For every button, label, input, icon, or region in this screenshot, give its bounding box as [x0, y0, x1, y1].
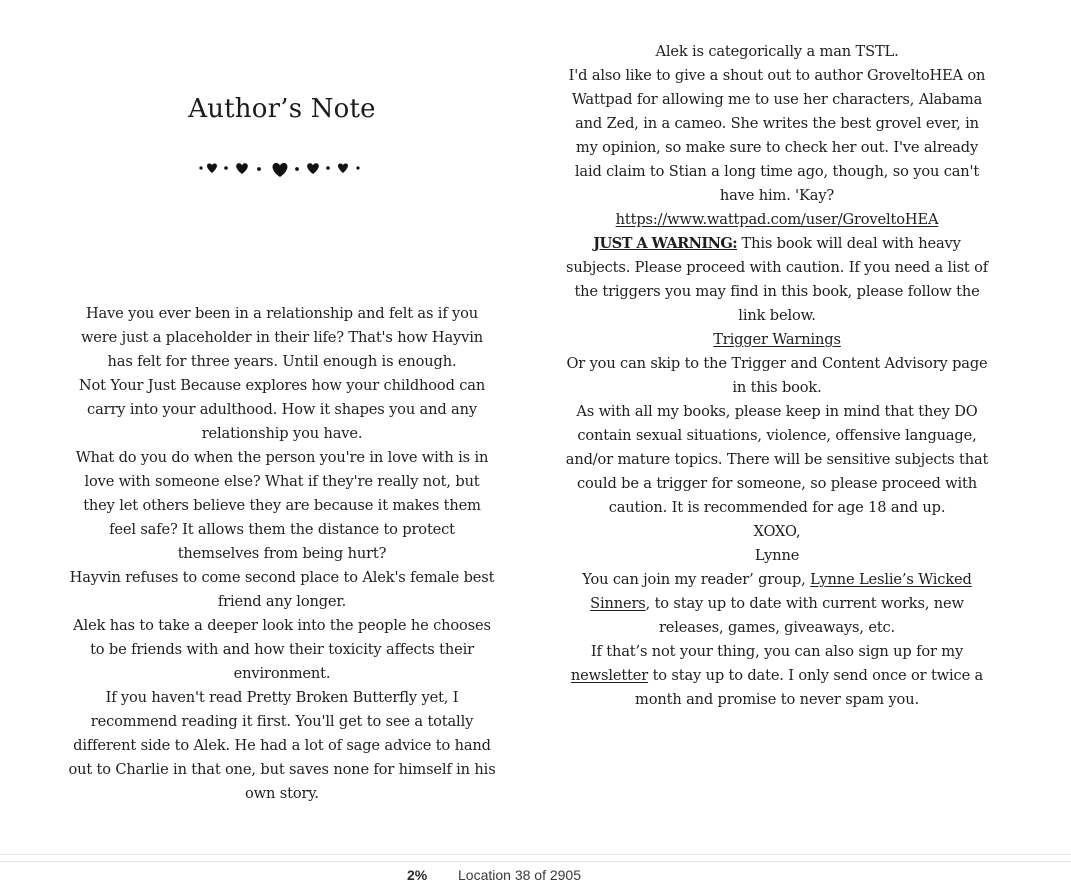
location-indicator[interactable]: Location 38 of 2905	[458, 867, 581, 883]
blurb-paragraph: Not Your Just Because explores how your childhood can carry into your adulthood. How it shapes you and any relationship you have.	[78, 377, 486, 442]
reader-group-paragraph	[557, 568, 997, 640]
footer-divider	[0, 854, 1071, 855]
progress-percent: 2%	[407, 867, 428, 883]
warning-paragraph	[557, 232, 997, 328]
shout-out-paragraph: I'd also like to give a shout out to author GroveltoHEA on Wattpad for allowing me to use her characters, Alabama and Zed, in a cameo. She writes the best grovel ever, in my opinion, so make sure to check her out. I've already laid claim to Stian a long time ago, though, so you can't have him. 'Kay?	[568, 67, 986, 204]
wattpad-link-line	[557, 208, 997, 232]
newsletter-link[interactable]: newsletter	[570, 667, 649, 684]
newsletter-text-post: to stay up to date. I only send once or twice a month and promise to never spam you.	[635, 667, 984, 708]
blurb-paragraph: If you haven't read Pretty Broken Butterfly yet, I recommend reading it first. You'll get to see a totally different side to Alek. He had a lot of sage advice to hand out to Charlie in that one, but saves none for himself in his own story.	[68, 689, 496, 802]
group-text-post: , to stay up to date with current works, new releases, games, giveaways, etc.	[645, 595, 964, 636]
wattpad-link[interactable]: https://www.wattpad.com/user/GroveltoHEA	[615, 211, 939, 228]
footer-divider	[0, 861, 1071, 862]
blurb-paragraph: Alek has to take a deeper look into the people he chooses to be friends with and how their toxicity affects their environment.	[73, 617, 491, 682]
blurb-paragraph: What do you do when the person you're in love with is in love with someone else? What if they're really not, but they let others believe they are because it makes them feel safe? It allows them the distance to protect themselves from being hurt?	[75, 449, 489, 562]
signature: Lynne	[754, 547, 800, 564]
content-paragraph: As with all my books, please keep in mind that they DO contain sexual situations, violence, offensive language, and/or mature topics. There will be sensitive subjects that could be a trigger for someone, so please proceed with caution. It is recommended for age 18 and up.	[565, 403, 989, 516]
book-blurb	[62, 302, 502, 806]
warning-text: This book will deal with heavy subjects. Please proceed with caution. If you need a list of the triggers you may find in this book, please follow the link below.	[565, 235, 989, 324]
skip-paragraph: Or you can skip to the Trigger and Content Advisory page in this book.	[566, 355, 988, 396]
reader-group-link[interactable]: Lynne Leslie’s Wicked Sinners	[590, 571, 972, 612]
group-text-pre: You can join my reader’ group,	[582, 571, 811, 588]
reading-progress-footer	[0, 864, 1071, 888]
heart-divider-icon	[62, 150, 502, 184]
blurb-paragraph: Hayvin refuses to come second place to Alek's female best friend any longer.	[69, 569, 495, 610]
heart-divider-svg	[198, 155, 366, 179]
newsletter-paragraph	[557, 640, 997, 712]
newsletter-text-pre: If that’s not your thing, you can also sign up for my	[590, 643, 964, 660]
right-page	[557, 40, 997, 712]
chapter-title: Author’s Note	[188, 94, 376, 124]
trigger-warnings-link[interactable]: Trigger Warnings	[713, 331, 841, 348]
trigger-link-line	[557, 328, 997, 352]
tstl-paragraph: Alek is categorically a man TSTL.	[655, 43, 899, 60]
warning-label: JUST A WARNING:	[593, 235, 738, 252]
blurb-paragraph: Have you ever been in a relationship and felt as if you were just a placeholder in their life? That's how Hayvin has felt for three years. Until enough is enough.	[80, 305, 484, 370]
signoff: XOXO,	[753, 523, 801, 540]
